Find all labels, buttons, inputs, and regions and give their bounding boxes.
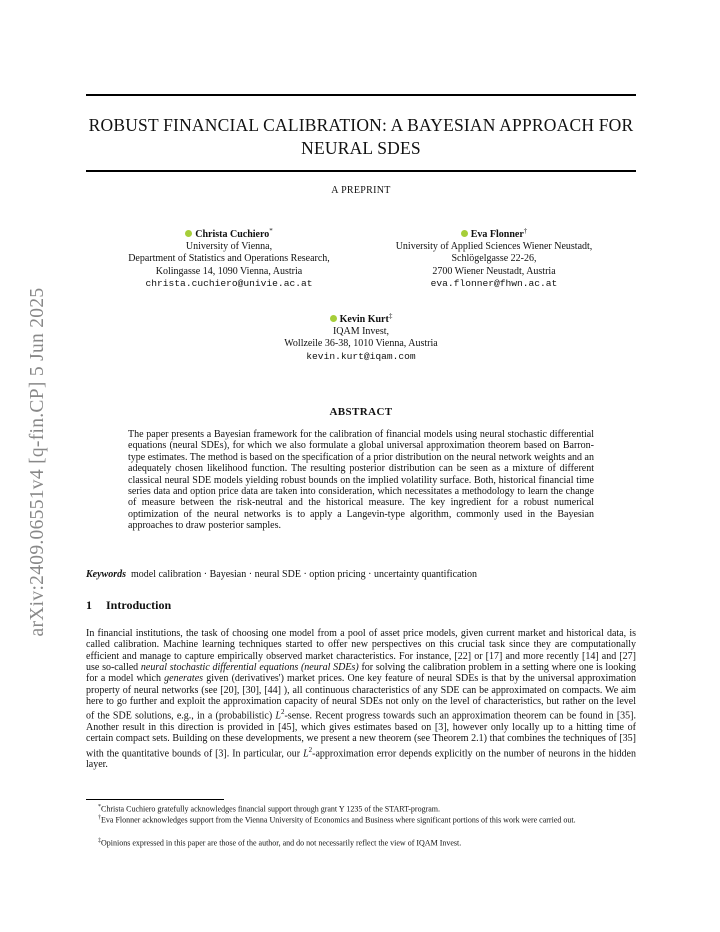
author-footnote-mark: * <box>269 227 273 235</box>
author-affiliation: University of Applied Sciences Wiener Neustadt, <box>395 241 593 253</box>
section-title: Introduction <box>106 598 172 612</box>
author-department: Schlögelgasse 22-26, <box>451 253 537 265</box>
footnote-text: Eva Flonner acknowledges support from the Vienna University of Economics and Business where significant portions of this work were carried out. <box>101 815 576 825</box>
abstract-text: The paper presents a Bayesian framework for the calibration of financial models using neural stochastic differential equations (neural SDEs), for which we also formulate a global universal approximation theorem based on Barron-type estimates. The method is based on the specification of a prior distribution on the neural network weights and an adequately chosen likelihood function. The resulting posterior distribution can be seen as a mixture of different classical neural SDE models yielding robust bounds on the implied volatility surface. Both, historical financial time series data and option price data are taken into consideration, which necessitates a methodology to learn the change of measure between the risk-neutral and the historical measure. The key ingredient for a robust numerical optimization of the neural networks is to apply a Langevin-type algorithm, commonly used in the Bayesian approaches to draw posterior samples. <box>128 429 594 532</box>
orcid-icon[interactable] <box>330 315 337 322</box>
author-block-3 <box>211 310 511 363</box>
footnote-rule <box>86 799 224 800</box>
author-email[interactable]: eva.flonner@fhwn.ac.at <box>430 277 558 289</box>
title-top-rule <box>86 94 636 96</box>
author-address: Wollzeile 36-38, 1010 Vienna, Austria <box>284 338 438 350</box>
intro-text-1: In financial institutions, the task of choosing one model from a pool of asset price models, given current market and historical data, is called calibration. Machine learning techniques started to offer new perspectives on this crucial task since they are computationally efficient and manage to capture empirically observed market characteristics. For instance, [22] or [17] and more recently [14] and [27] use so-called <box>86 628 636 674</box>
l2-superscript: 2 <box>308 745 313 754</box>
footnote-text: Opinions expressed in this paper are those of the author, and do not necessarily reflect the view of IQAM Invest. <box>101 838 462 848</box>
author-block-2 <box>366 225 622 290</box>
intro-text-4: -sense. Recent progress towards such an approximation theorem can be found in [35]. Another result in this direction is provided in [45], which gives estimates based on [3], however only locally up to a hitting time of certain compact sets. Building on these developments, we present a new theorem (see Theorem 2.1) that combines the techniques of [35] with the quantitative bounds of [3]. In particular, our <box>86 710 636 760</box>
title-line-1: ROBUST FINANCIAL CALIBRATION: A BAYESIAN APPROACH FOR <box>88 115 634 135</box>
author-footnote-mark: ‡ <box>388 312 393 320</box>
footnote-mark: * <box>98 804 101 810</box>
intro-text-2: for solving the calibration problem in a setting where one is looking for a model which <box>86 662 636 685</box>
title-line-2: NEURAL SDES <box>301 138 421 158</box>
l2-symbol: L <box>303 748 309 760</box>
l2-superscript: 2 <box>280 708 285 717</box>
author-name: Eva Flonner <box>470 229 524 240</box>
author-block-1 <box>96 225 362 290</box>
intro-text-5: -approximation error depends explicitly on the number of neurons in the hidden layer. <box>86 748 637 771</box>
author-affiliation: University of Vienna, <box>185 241 273 253</box>
section-number: 1 <box>86 598 92 612</box>
intro-emphasis-2: generates <box>164 673 204 685</box>
keywords-line <box>86 569 636 580</box>
section-heading <box>86 598 171 613</box>
introduction-paragraph <box>86 628 636 771</box>
author-address: Kolingasse 14, 1090 Vienna, Austria <box>155 265 303 277</box>
footnote-2 <box>86 813 636 826</box>
paper-title <box>86 114 636 160</box>
intro-text-3: given (derivatives') market prices. One key feature of neural SDEs is that by the universal approximation property of neural networks (see [20], [30], [44] ), all continuous characteristics of any SDE can be approximated on compacts. We aim here to go further and exploit the approximation capacity of neural SDEs not only on the level of characteristics, but rather on the level of the SDE solutions, e.g., in a (probabilistic) <box>86 673 636 722</box>
intro-emphasis-1: neural stochastic differential equations (neural SDEs) <box>140 662 359 674</box>
footnote-mark: ‡ <box>98 838 101 844</box>
l2-symbol: L <box>275 710 281 722</box>
author-email[interactable]: kevin.kurt@iqam.com <box>306 350 416 362</box>
author-name: Kevin Kurt <box>339 314 389 325</box>
arxiv-sidebar-stamp <box>24 252 52 672</box>
abstract-heading: ABSTRACT <box>329 406 393 418</box>
orcid-icon[interactable] <box>185 230 192 237</box>
keywords-label: Keywords <box>86 569 126 580</box>
footnote-mark: † <box>98 815 101 821</box>
arxiv-identifier: arXiv:2409.06551v4 [q-fin.CP] 5 Jun 2025 <box>27 287 48 637</box>
author-email[interactable]: christa.cuchiero@univie.ac.at <box>145 277 313 289</box>
author-footnote-mark: † <box>523 227 528 235</box>
author-address: 2700 Wiener Neustadt, Austria <box>432 265 556 277</box>
author-department: Department of Statistics and Operations Research, <box>128 253 330 265</box>
keywords-list: model calibration · Bayesian · neural SDE · option pricing · uncertainty quantification <box>131 569 478 580</box>
author-affiliation: IQAM Invest, <box>332 326 390 338</box>
author-name: Christa Cuchiero <box>195 229 270 240</box>
footnote-3 <box>86 836 636 849</box>
title-bottom-rule <box>86 170 636 172</box>
footnote-text: Christa Cuchiero gratefully acknowledges financial support through grant Y 1235 of the START-program. <box>101 804 441 814</box>
orcid-icon[interactable] <box>461 230 468 237</box>
preprint-label: A PREPRINT <box>331 185 391 196</box>
